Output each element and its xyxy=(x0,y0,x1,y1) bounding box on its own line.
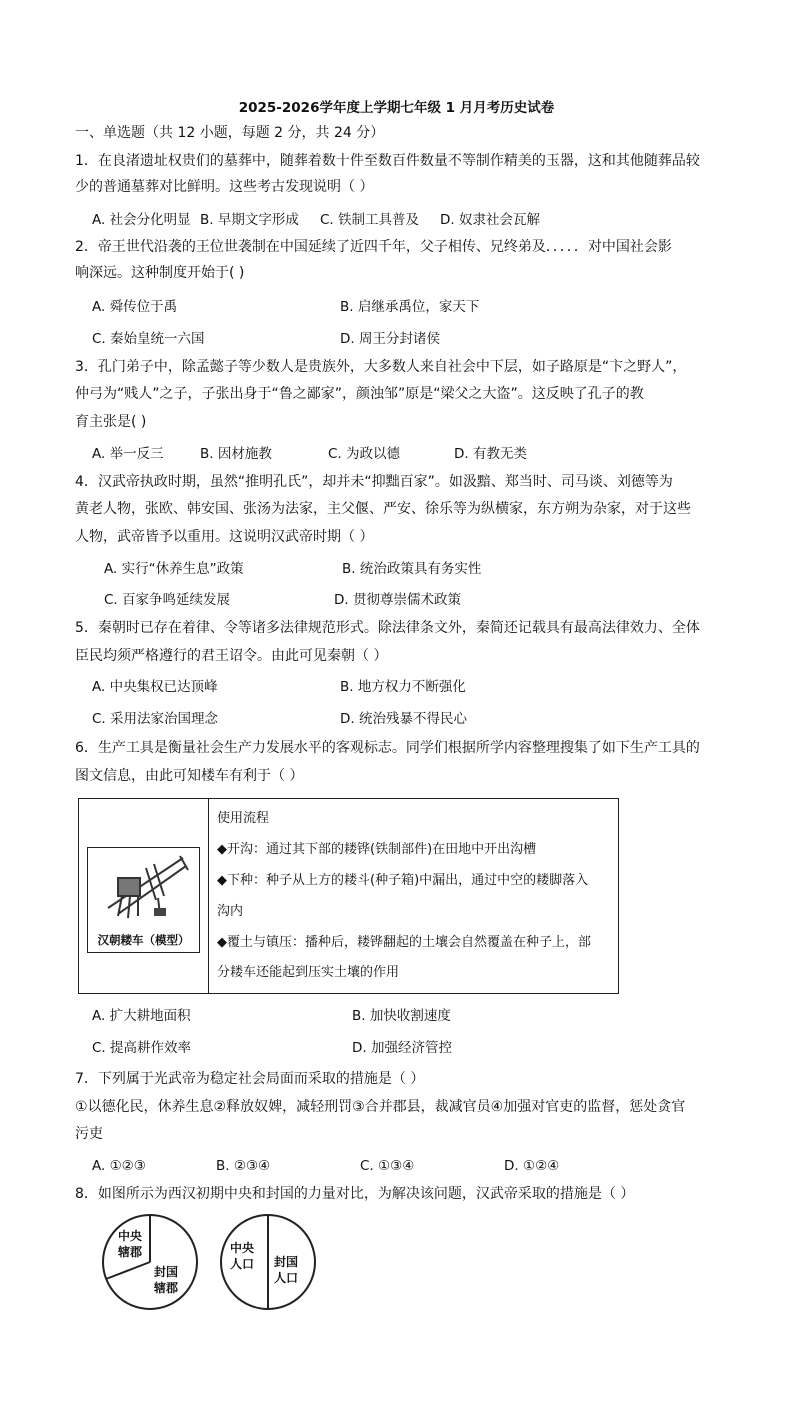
q1-line-2: 少的普通墓葬对比鲜明。这些考古发现说明（ ） xyxy=(75,179,374,195)
louche-info-table xyxy=(78,798,619,994)
pie2-label-b: 人口 xyxy=(230,1257,255,1271)
q6-option-c[interactable]: C. 提高耕作效率 xyxy=(92,1040,192,1056)
pie-chart-population xyxy=(218,1212,318,1312)
q3-option-a[interactable]: A. 举一反三 xyxy=(92,446,164,462)
q3-line-2: 仲弓为“贱人”之子，子张出身于“鲁之鄙家”，颜浊邹”原是“梁父之大盗”。这反映了孔子的教 xyxy=(75,386,644,402)
q2-option-d[interactable]: D. 周王分封诸侯 xyxy=(340,331,440,347)
q2-option-b[interactable]: B. 启继承禹位，家天下 xyxy=(340,299,480,315)
q2-option-a[interactable]: A. 舜传位于禹 xyxy=(92,299,178,315)
pie1-label-a: 中央 xyxy=(118,1229,143,1243)
pie2-label-a: 中央 xyxy=(230,1241,255,1255)
q5-option-a[interactable]: A. 中央集权已达顶峰 xyxy=(92,679,218,695)
image-caption: 汉朝耧车（模型） xyxy=(97,933,190,947)
pie1-label-c: 封国 xyxy=(154,1265,179,1279)
q1-option-c[interactable]: C. 铁制工具普及 xyxy=(320,212,420,228)
q5-line-1: 5．秦朝时已存在着律、令等诸多法律规范形式。除法律条文外，秦简还记载具有最高法律效力、全体 xyxy=(75,620,700,636)
q5-option-c[interactable]: C. 采用法家治国理念 xyxy=(92,711,219,727)
q4-option-b[interactable]: B. 统治政策具有务实性 xyxy=(342,561,482,577)
q4-line-2: 黄老人物，张欧、韩安国、张汤为法家，主父偃、严安、徐乐等为纵横家，东方朔为杂家，对于这些 xyxy=(75,501,691,517)
box-line-6: 分耧车还能起到压实土壤的作用 xyxy=(217,965,400,980)
q3-option-b[interactable]: B. 因材施教 xyxy=(200,446,272,462)
q1-line-1: 1．在良渚遗址权贵们的墓葬中，随葬着数十件至数百件数量不等制作精美的玉器，这和其他随葬品较 xyxy=(75,153,700,169)
exam-title: 2025-2026学年度上学期七年级 1 月月考历史试卷 xyxy=(238,100,555,116)
q7-line-1: 7．下列属于光武帝为稳定社会局面而采取的措施是（ ） xyxy=(75,1071,425,1087)
q1-option-d[interactable]: D. 奴隶社会瓦解 xyxy=(440,212,540,228)
section-heading: 一、单选题（共 12 小题，每题 2 分，共 24 分） xyxy=(75,125,385,141)
q4-line-1: 4．汉武帝执政时期，虽然“推明孔氏”，却并未“抑黜百家”。如汲黯、郑当时、司马谈、刘德等为 xyxy=(75,474,673,490)
q6-line-2: 图文信息，由此可知楼车有利于（ ） xyxy=(75,768,304,784)
seed-drill-icon xyxy=(88,848,198,928)
q5-line-2: 臣民均须严格遵行的君王诏令。由此可见秦朝（ ） xyxy=(75,648,388,664)
q4-line-3: 人物，武帝皆予以重用。这说明汉武帝时期（ ） xyxy=(75,529,374,545)
q5-option-d[interactable]: D. 统治残暴不得民心 xyxy=(340,711,467,727)
q1-option-a[interactable]: A. 社会分化明显 xyxy=(92,212,191,228)
box-line-2: ◆开沟：通过其下部的耧铧(铁制部件)在田地中开出沟槽 xyxy=(217,842,537,857)
q7-option-c[interactable]: C. ①③④ xyxy=(360,1158,415,1174)
q4-option-c[interactable]: C. 百家争鸣延续发展 xyxy=(104,592,231,608)
q7-option-a[interactable]: A. ①②③ xyxy=(92,1158,146,1174)
louche-model-image xyxy=(87,847,200,953)
q3-option-d[interactable]: D. 有教无类 xyxy=(454,446,527,462)
q5-option-b[interactable]: B. 地方权力不断强化 xyxy=(340,679,466,695)
q8-line-1: 8．如图所示为西汉初期中央和封国的力量对比，为解决该问题，汉武帝采取的措施是（ ） xyxy=(75,1186,635,1202)
q1-option-b[interactable]: B. 早期文字形成 xyxy=(200,212,299,228)
box-line-1: 使用流程 xyxy=(217,811,270,826)
pie1-label-b: 辖郡 xyxy=(118,1245,143,1259)
q6-option-b[interactable]: B. 加快收割速度 xyxy=(352,1008,451,1024)
q3-line-1: 3．孔门弟子中，除孟懿子等少数人是贵族外，大多数人来自社会中下层，如子路原是“卞之野人”， xyxy=(75,359,687,375)
q6-option-d[interactable]: D. 加强经济管控 xyxy=(352,1040,452,1056)
q7-option-b[interactable]: B. ②③④ xyxy=(216,1158,271,1174)
q7-line-3: 污吏 xyxy=(75,1126,103,1142)
box-line-3: ◆下种：种子从上方的耧斗(种子箱)中漏出，通过中空的耧脚落入 xyxy=(217,873,589,888)
q6-line-1: 6．生产工具是衡量社会生产力发展水平的客观标志。同学们根据所学内容整理搜集了如下生产工具的 xyxy=(75,740,700,756)
pie2-label-d: 人口 xyxy=(274,1271,299,1285)
q2-line-1: 2．帝王世代沿袭的王位世袭制在中国延续了近四千年，父子相传、兄终弟及．．．．．对中国社会影 xyxy=(75,239,672,255)
box-line-5: ◆覆土与镇压：播种后，耧铧翻起的土壤会自然覆盖在种子上，部 xyxy=(217,935,591,950)
pie-chart-counties xyxy=(100,1212,200,1312)
q7-option-d[interactable]: D. ①②④ xyxy=(504,1158,560,1174)
q2-line-2: 响深远。这种制度开始于( ) xyxy=(75,265,245,281)
pie1-label-d: 辖郡 xyxy=(154,1281,179,1295)
q7-line-2: ①以德化民，休养生息②释放奴婢，减轻刑罚③合并郡县，裁减官员④加强对官吏的监督，惩处贪官 xyxy=(75,1099,686,1115)
q3-line-3: 育主张是( ) xyxy=(75,414,147,430)
q4-option-a[interactable]: A. 实行“休养生息”政策 xyxy=(104,561,244,577)
q6-option-a[interactable]: A. 扩大耕地面积 xyxy=(92,1008,191,1024)
table-divider xyxy=(208,799,209,993)
q3-option-c[interactable]: C. 为政以德 xyxy=(328,446,401,462)
q4-option-d[interactable]: D. 贯彻尊崇儒术政策 xyxy=(334,592,461,608)
box-line-4: 沟内 xyxy=(217,904,244,919)
pie2-label-c: 封国 xyxy=(274,1255,299,1269)
q2-option-c[interactable]: C. 秦始皇统一六国 xyxy=(92,331,205,347)
